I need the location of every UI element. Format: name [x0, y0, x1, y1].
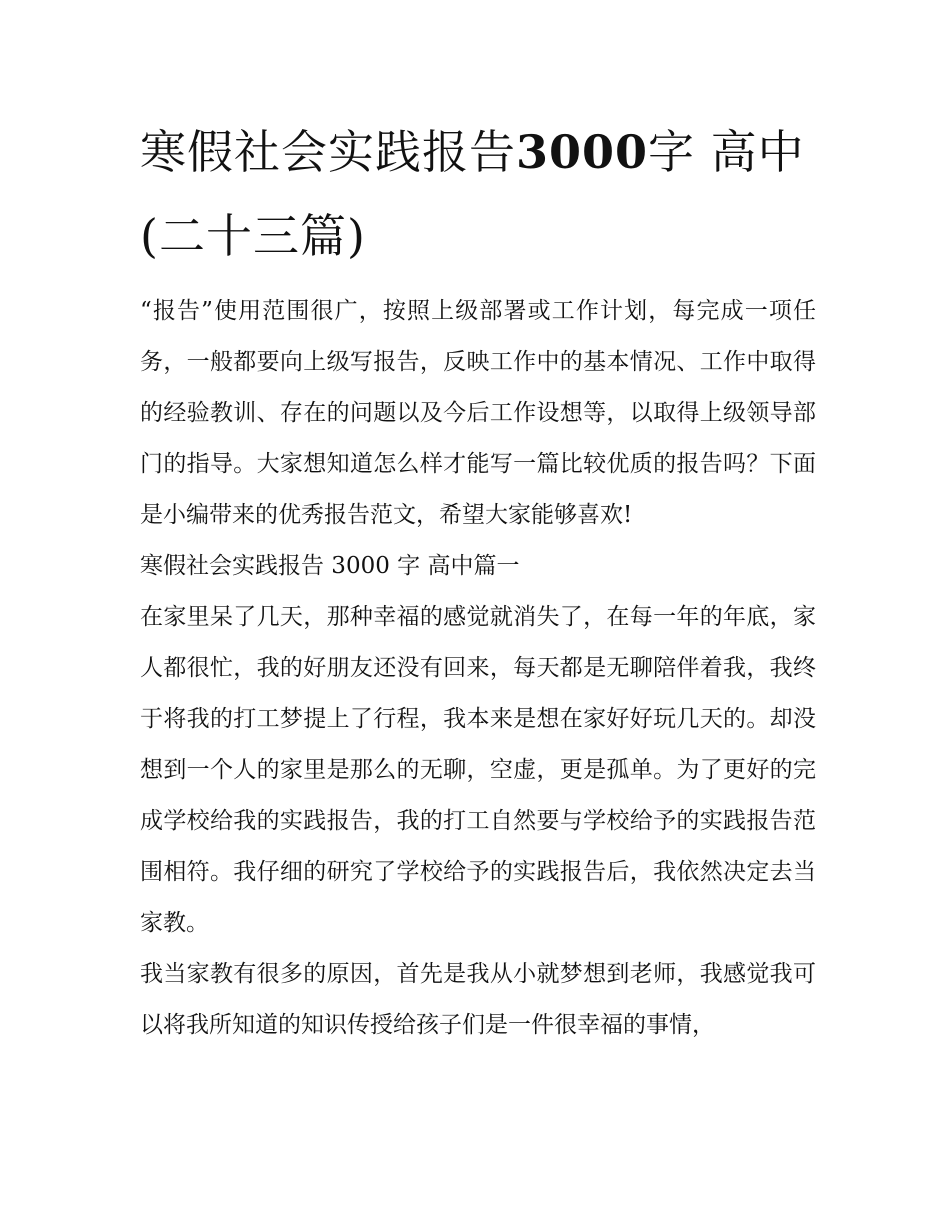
document-page: [140, 110, 816, 1051]
title-suffix: 字 高中(二十三篇): [140, 125, 805, 263]
section-heading: 寒假社会实践报告 3000 字 高中篇一: [140, 553, 520, 579]
body-paragraph-2: 我当家教有很多的原因，首先是我从小就梦想到老师，我感觉我可以将我所知道的知识传授给孩子们是一件很幸福的事情，: [140, 961, 816, 1038]
body-paragraph-1: 在家里呆了几天，那种幸福的感觉就消失了，在每一年的年底，家人都很忙，我的好朋友还没有回来，每天都是无聊陪伴着我，我终于将我的打工梦提上了行程，我本来是想在家好好玩几天的。却没想到一个人的家里是那么的无聊，空虚，更是孤单。为了更好的完成学校给我的实践报告，我的打工自然要与学校给予的实践报告范围相符。我仔细的研究了学校给予的实践报告后，我依然决定去当家教。: [140, 604, 816, 936]
title-number: 3000: [516, 125, 649, 179]
title-prefix: 寒假社会实践报告: [140, 125, 516, 179]
document-title: [140, 110, 816, 278]
intro-paragraph: “报告”使用范围很广，按照上级部署或工作计划，每完成一项任务，一般都要向上级写报告，反映工作中的基本情况、工作中取得的经验教训、存在的问题以及今后工作设想等，以取得上级领导部门的指导。大家想知道怎么样才能写一篇比较优质的报告吗？下面是小编带来的优秀报告范文，希望大家能够喜欢!: [140, 298, 816, 528]
